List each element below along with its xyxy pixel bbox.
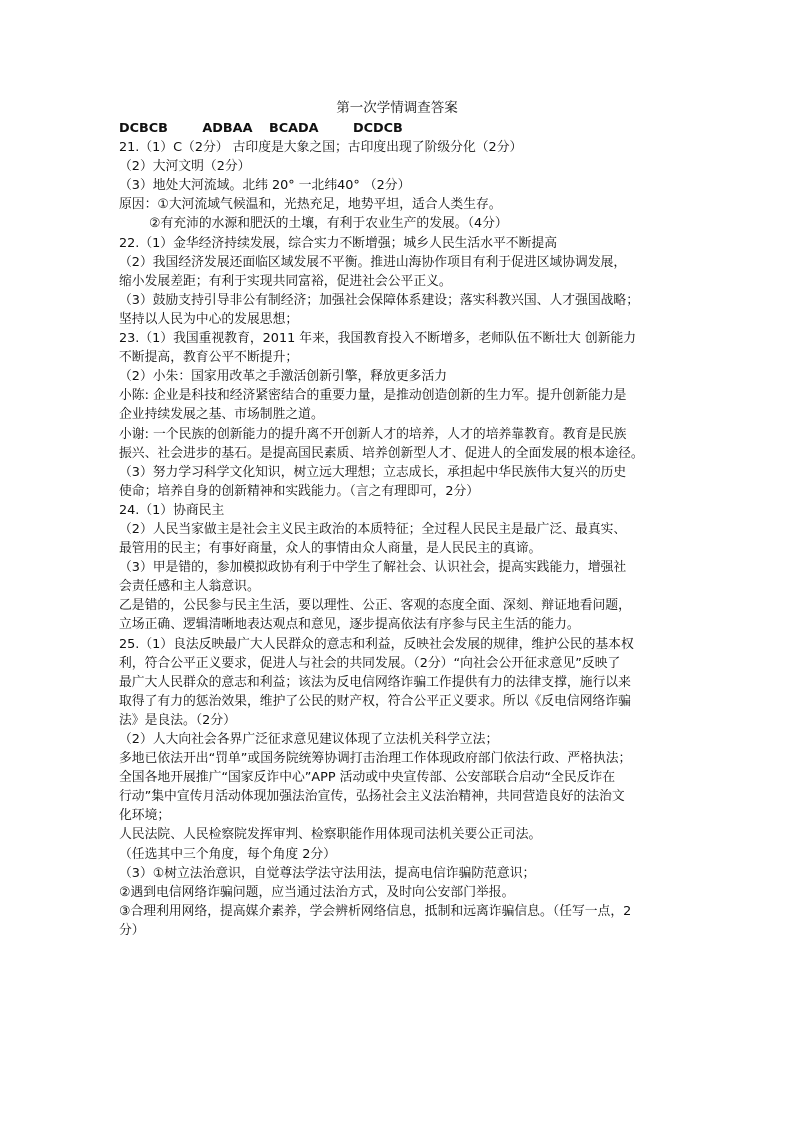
text-line: （3）努力学习科学文化知识，树立远大理想；立志成长，承担起中华民族伟大复兴的历史: [119, 464, 627, 480]
text-line: 乙是错的，公民参与民主生活，要以理性、公正、客观的态度全面、深刻、辩证地看问题，: [119, 598, 631, 614]
answer-group: DCBCB: [119, 121, 168, 136]
text-line: ③合理利用网络，提高媒介素养，学会辨析网络信息，抵制和远离诈骗信息。（任写一点，2: [119, 903, 632, 919]
text-line: （3）鼓励支持引导非公有制经济；加强社会保障体系建设；落实科教兴国、人才强国战略；: [119, 292, 640, 308]
answer-group: DCDCB: [353, 121, 403, 136]
document-title: 第一次学情调查答案: [336, 100, 458, 116]
answer-content: [119, 119, 679, 940]
text-line: 全国各地开展推广“国家反诈中心”APP 活动或中央宣传部、公安部联合启动“全民反诈在: [119, 770, 616, 786]
answer-group: BCADA: [268, 121, 319, 136]
text-line: 22.（1）金华经济持续发展，综合实力不断增强；城乡人民生活水平不断提高: [119, 235, 557, 251]
text-line: 21.（1）C（2分） 古印度是大象之国；古印度出现了阶级分化（2分）: [119, 140, 523, 156]
text-line: （2）大河文明（2分）: [119, 159, 251, 175]
text-line: 原因：①大河流域气候温和，光热充足，地势平坦，适合人类生存。: [119, 197, 502, 213]
text-line: 会责任感和主人翁意识。: [119, 579, 260, 595]
text-line: 人民法院、人民检察院发挥审判、检察职能作用体现司法机关要公正司法。: [119, 827, 542, 843]
text-line: 多地已依法开出“罚单”或国务院统筹协调打击治理工作体现政府部门依法行政、严格执法；: [119, 751, 632, 767]
text-line: 24.（1）协商民主: [119, 502, 225, 518]
text-line: （2）小朱：国家用改革之手激活创新引擎，释放更多活力: [119, 369, 448, 385]
text-line: 最管用的民主；有事好商量，众人的事情由众人商量，是人民民主的真谛。: [119, 541, 542, 557]
text-line: 法》是良法。（2分）: [119, 712, 236, 728]
text-line: 振兴、社会进步的基石。是提高国民素质、培养创新型人才、促进人的全面发展的根本途径。: [119, 445, 644, 461]
text-line: （3）①树立法治意识，自觉尊法学法守法用法，提高电信诈骗防范意识；: [119, 865, 536, 881]
text-line: 缩小发展差距；有利于实现共同富裕，促进社会公平正义。: [119, 273, 452, 289]
text-line: （2）人民当家做主是社会主义民主政治的本质特征；全过程人民民主是最广泛、最真实、: [119, 521, 627, 537]
text-line: （3）甲是错的，参加模拟政协有利于中学生了解社会、认识社会，提高实践能力，增强社: [119, 560, 627, 576]
multiple-choice-answers: [119, 119, 679, 138]
text-line: （2）人大向社会各界广泛征求意见建议体现了立法机关科学立法；: [119, 732, 499, 747]
text-line: 23.（1）我国重视教育，2011 年来，我国教育投入不断增多，老师队伍不断壮大 创新能力: [119, 331, 637, 347]
text-line: 小谢: 一个民族的创新能力的提升离不开创新人才的培养，人才的培养靠教育。教育是民族: [119, 426, 627, 442]
text-line: 取得了有力的惩治效果，维护了公民的财产权，符合公平正义要求。所以《反电信网络诈骗: [119, 693, 631, 709]
text-line: 化环境；: [119, 808, 171, 824]
answer-group: ADBAA: [202, 121, 253, 136]
text-line: 分）: [119, 922, 145, 938]
text-line: 最广大人民群众的意志和利益；该法为反电信网络诈骗工作提供有力的法律支撑，施行以来: [119, 674, 631, 690]
text-line: ②有充沛的水源和肥沃的土壤，有利于农业生产的发展。（4分）: [149, 216, 508, 232]
text-line: 坚持以人民为中心的发展思想；: [119, 311, 299, 327]
text-line: 企业持续发展之基、市场制胜之道。: [119, 407, 324, 423]
text-line: 立场正确、逻辑清晰地表达观点和意见，逐步提高依法有序参与民主生活的能力。: [119, 617, 580, 633]
text-line: （任选其中三个角度，每个角度 2分）: [119, 846, 336, 862]
text-line: ②遇到电信网络诈骗问题，应当通过法治方式，及时向公安部门举报。: [119, 884, 515, 900]
text-line: 行动”集中宣传月活动体现加强法治宣传，弘扬社会主义法治精神，共同营造良好的法治文: [119, 789, 625, 805]
text-line: 不断提高，教育公平不断提升；: [119, 350, 299, 366]
text-line: 使命；培养自身的创新精神和实践能力。（言之有理即可，2分）: [119, 483, 480, 499]
text-line: （2）我国经济发展还面临区域发展不平衡。推进山海协作项目有利于促进区域协调发展，: [119, 254, 627, 270]
text-line: （3）地处大河流域。北纬 20° 一北纬40° （2分）: [119, 178, 411, 194]
text-line: 25.（1）良法反映最广大人民群众的意志和利益，反映社会发展的规律，维护公民的基本权: [119, 636, 634, 652]
text-line: 利，符合公平正义要求，促进人与社会的共同发展。（2分）“向社会公开征求意见”反映了: [119, 655, 621, 671]
text-line: 小陈: 企业是科技和经济紧密结合的重要力量，是推动创造创新的生力军。提升创新能力是: [119, 388, 627, 404]
